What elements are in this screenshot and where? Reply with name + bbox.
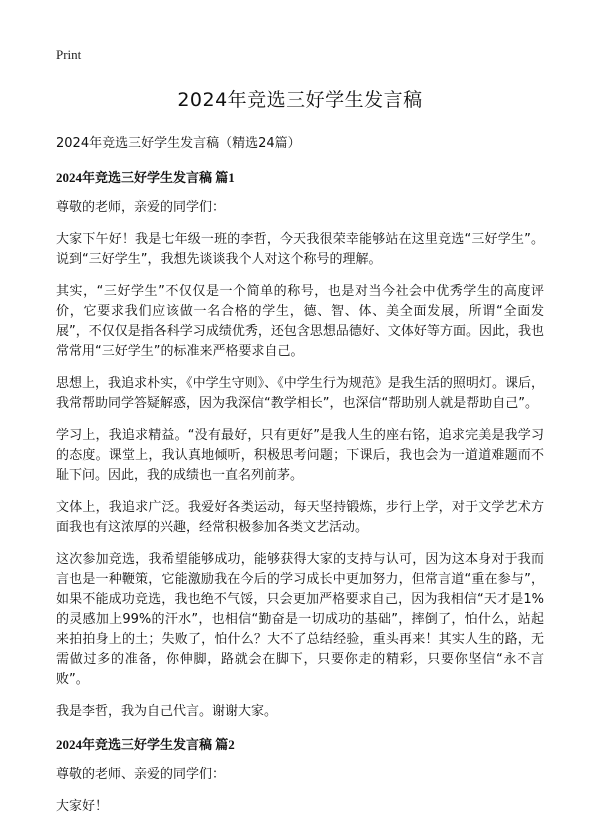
print-link[interactable]: Print	[56, 47, 82, 62]
paragraph: 这次参加竞选，我希望能够成功，能够获得大家的支持与认可，因为这本身对于我而言也是一种鞭策，它能激励我在今后的学习成长中更加努力，但常言道“重在参与”，如果不能成功竞选，我也绝不气馁，只会更加严格要求自己，因为我相信“天才是1%的灵感加上99%的汗水”，也相信“勤奋是一切成功的基础”，摔倒了，怕什么，站起来拍拍身上的土；失败了，怕什么？大不了总结经验，重头再来！其实人生的路，无需做过多的准备，你伸脚，路就会在脚下，只要你走的精彩，只要你坚信“永不言败”。	[56, 552, 544, 687]
greeting: 大家好！	[56, 799, 109, 814]
paragraph: 思想上，我追求朴实，《中学生守则》、《中学生行为规范》是我生活的照明灯。课后，我常帮助同学答疑解惑，因为我深信“教学相长”，也深信“帮助别人就是帮助自己”。	[56, 376, 544, 411]
speech-section-1	[56, 167, 544, 722]
paragraph: 学习上，我追求精益。“没有最好，只有更好”是我人生的座右铭，追求完美是我学习的态度。课堂上，我认真地倾听，积极思考问题；下课后，我也会为一道道难题而不耻下问。因此，我的成绩也一直名列前茅。	[56, 428, 544, 483]
speech-section-2	[56, 734, 544, 817]
document-subtitle: 2024年竞选三好学生发言稿（精选24篇）	[56, 136, 301, 151]
paragraph: 其实，“三好学生”不仅仅是一个简单的称号，也是对当今社会中优秀学生的高度评价，它要求我们应该做一名合格的学生，德、智、体、美全面发展，所谓“全面发展”，不仅仅是指各科学习成绩优秀，还包含思想品德好、文体好等方面。因此，我也常常用“三好学生”的标准来严格要求自己。	[56, 284, 544, 359]
section-heading: 2024年竞选三好学生发言稿 篇1	[56, 170, 235, 185]
closing: 我是李哲，我为自己代言。谢谢大家。	[56, 704, 278, 719]
paragraph: 大家下午好！我是七年级一班的李哲，今天我很荣幸能够站在这里竞选“三好学生”。说到“三好学生”，我想先谈谈我个人对这个称号的理解。	[56, 232, 544, 267]
salutation: 尊敬的老师，亲爱的同学们：	[56, 200, 226, 215]
section-heading: 2024年竞选三好学生发言稿 篇2	[56, 737, 235, 752]
page-title: 2024年竞选三好学生发言稿	[177, 89, 423, 111]
paragraph: 文体上，我追求广泛。我爱好各类运动，每天坚持锻炼，步行上学，对于文学艺术方面我也有这浓厚的兴趣，经常积极参加各类文艺活动。	[56, 500, 544, 535]
salutation: 尊敬的老师、亲爱的同学们：	[56, 767, 226, 782]
